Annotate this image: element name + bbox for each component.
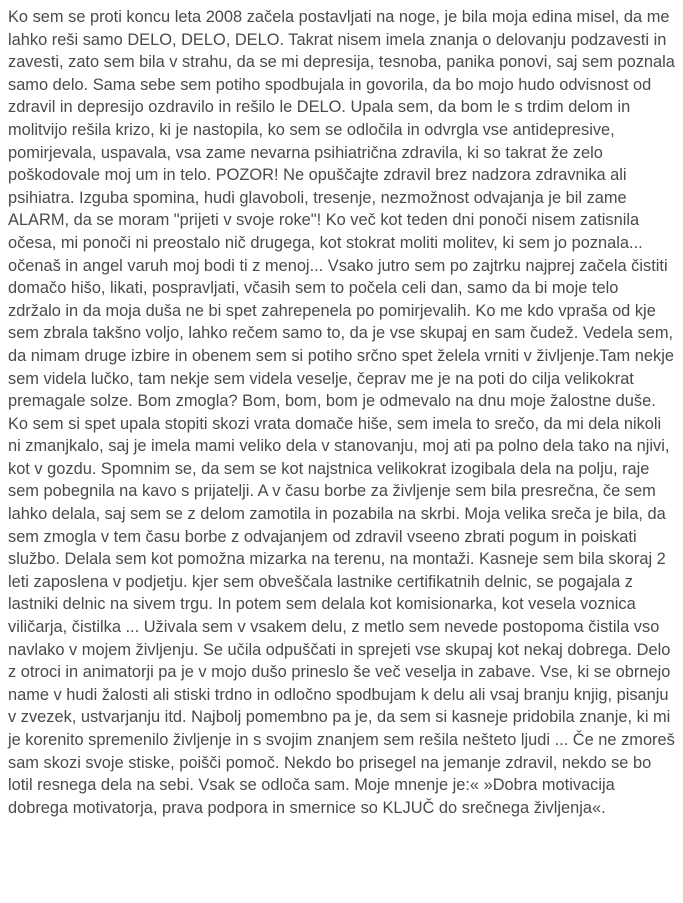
article-paragraph: Ko sem se proti koncu leta 2008 začela postavljati na noge, je bila moja edina misel, da me lahko reši samo DELO, DELO, DELO. Takrat nisem imela znanja o delovanju podzavesti in zavesti, zato sem bila v strahu, da se mi depresija, tesnoba, panika ponovi, saj sem poznala samo delo. Sama sebe sem potiho spodbujala in govorila, da bo mojo hudo odvisnost od zdravil in depresijo ozdravilo in rešilo le DELO. Upala sem, da bom le s trdim delom in molitvijo rešila krizo, ki je nastopila, ko sem se odločila in odvrgla vse antidepresive, pomirjevala, uspavala, vsa zame nevarna psihiatrična zdravila, ki so takrat že zelo poškodovale moj um in telo. POZOR! Ne opuščajte zdravil brez nadzora zdravnika ali psihiatra. Izguba spomina, hudi glavoboli, tresenje, nezmožnost odvajanja je bil zame ALARM, da se moram "prijeti v svoje roke"! Ko več kot teden dni ponoči nisem zatisnila očesa, mi ponoči ni preostalo nič drugega, kot stokrat moliti molitev, ki sem jo poznala... očenaš in angel varuh moj bodi ti z menoj... Vsako jutro sem po zajtrku najprej začela čistiti domačo hišo, likati, pospravljati, včasih sem to počela celi dan, samo da bi moje telo zdržalo in da moja duša ne bi spet zahrepenela po pomirjevalih. Ko me kdo vpraša od kje sem zbrala takšno voljo, lahko rečem samo to, da je vse skupaj en sam čudež. Vedela sem, da nimam druge izbire in obenem sem si potiho srčno spet želela vrniti v življenje.Tam nekje sem videla lučko, tam nekje sem videla veselje, čeprav me je na poti do cilja velikokrat premagale solze. Bom zmogla? Bom, bom, bom je odmevalo na dnu moje žalostne duše. Ko sem si spet upala stopiti skozi vrata domače hiše, sem imela to srečo, da mi dela nikoli ni zmanjkalo, saj je imela mami veliko dela v stanovanju, moj ati pa polno dela tako na njivi, kot v gozdu. Spomnim se, da sem se kot najstnica velikokrat izogibala dela na polju, raje sem pobegnila na kavo s prijatelji. A v času borbe za življenje sem bila presrečna, če sem lahko delala, saj sem se z delom zamotila in pozabila na skrbi. Moja velika sreča je bila, da sem zmogla v tem času borbe z odvajanjem od zdravil vseeno zbrati pogum in poiskati službo. Delala sem kot pomožna mizarka na terenu, na montaži. Kasneje sem bila skoraj 2 leti zaposlena v podjetju. kjer sem obveščala lastnike certifikatnih delnic, se pogajala z lastniki delnic na sivem trgu. In potem sem delala kot komisionarka, kot vesela voznica viličarja, čistilka ... Uživala sem v vsakem delu, z metlo sem nevede postopoma čistila vso navlako v mojem življenju. Se učila odpuščati in sprejeti vse skupaj kot nekaj dobrega. Delo z otroci in animatorji pa je v mojo dušo prineslo še več veselja in zabave. Vse, ki se obrnejo name v hudi žalosti ali stiski trdno in odločno spodbujam k delu ali vsaj branju knjig, pisanju v zvezek, ustvarjanju itd. Najbolj pomembno pa je, da sem si kasneje pridobila znanje, ki mi je korenito spremenilo življenje in s svojim znanjem sem rešila nešteto ljudi ... Če ne zmoreš sam skozi svoje stiske, poišči pomoč. Nekdo bo prisegel na jemanje zdravil, nekdo se bo lotil resnega dela na sebi. Vsak se odloča sam. Moje mnenje je:« »Dobra motivacija dobrega motivatorja, prava podpora in smernice so KLJUČ do srečnega življenja«. — [8, 8, 675, 817]
